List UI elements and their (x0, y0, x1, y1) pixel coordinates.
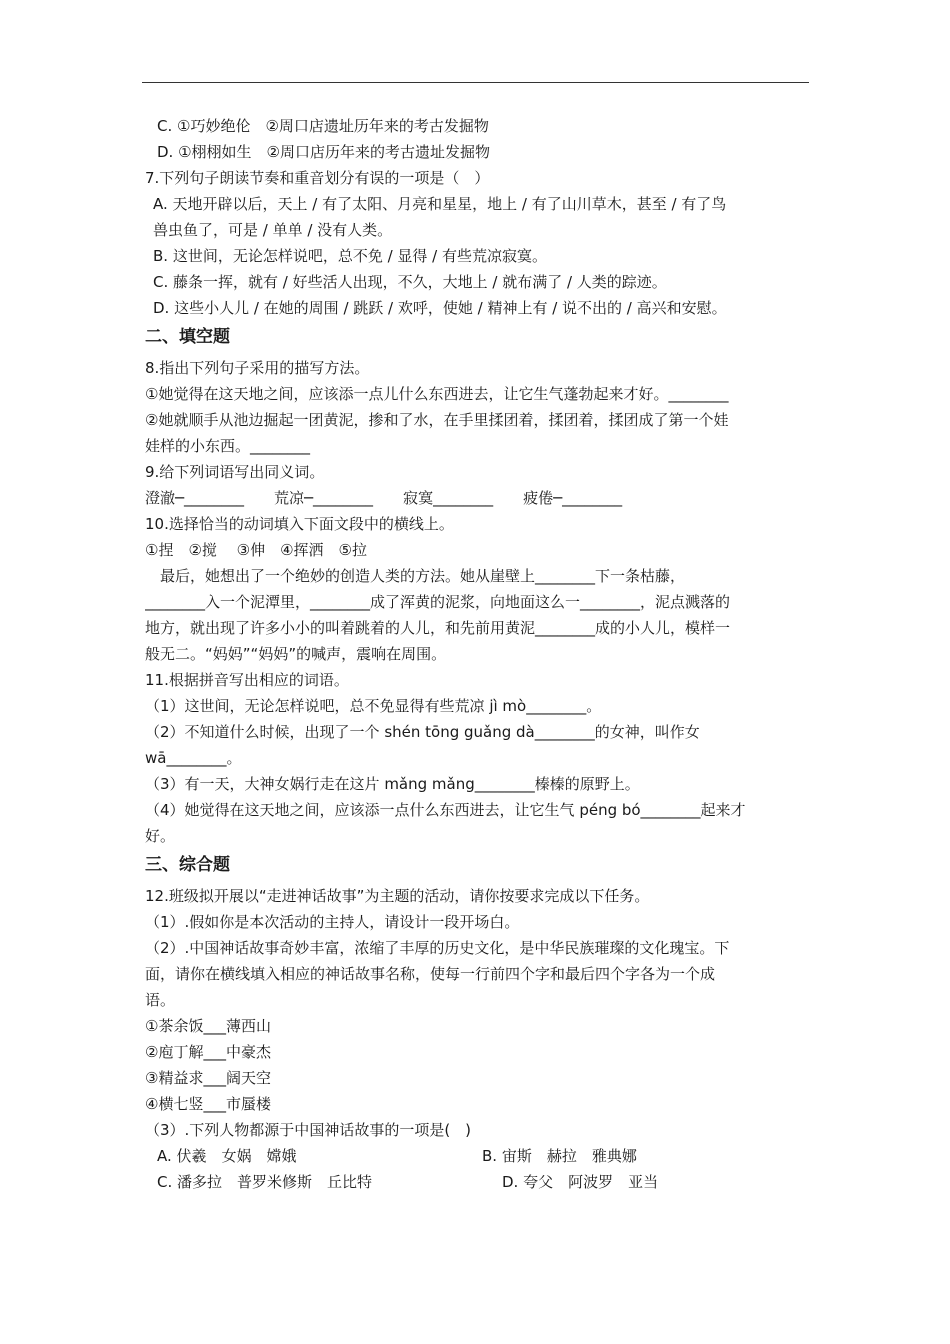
q12-stem: 12.班级拟开展以“走进神话故事”为主题的活动，请你按要求完成以下任务。 (145, 887, 650, 905)
q11-stem: 11.根据拼音写出相应的词语。 (145, 671, 349, 689)
q11-item-2-cont: wā________。 (145, 749, 242, 767)
document-body (145, 113, 807, 1195)
q9-stem: 9.给下列词语写出同义词。 (145, 463, 325, 481)
q11-item-4: （4）她觉得在这天地之间，应该添一点什么东西进去，让它生气 péng bó________起来才 (145, 801, 746, 819)
q12-idiom-2: ②庖丁解___中豪杰 (145, 1043, 271, 1061)
section-heading-fill-blank: 二、填空题 (145, 327, 230, 347)
q12-option-c: C. 潘多拉 普罗米修斯 丘比特 (157, 1173, 373, 1191)
q12-option-a: A. 伏羲 女娲 嫦娥 (157, 1147, 297, 1165)
q7-option-a-cont: 兽虫鱼了，可是 / 单单 / 没有人类。 (153, 221, 393, 239)
q12-idiom-4: ④横七竖___市蜃楼 (145, 1095, 271, 1113)
section-heading-comprehensive: 三、综合题 (145, 855, 230, 875)
q6-option-d: D. ①栩栩如生 ②周口店历年来的考古遗址发掘物 (157, 143, 490, 161)
q10-passage-2: ________入一个泥潭里，________成了浑黄的泥浆，向地面这么一________，泥点溅落的 (145, 593, 731, 611)
q11-item-1: （1）这世间，无论怎样说吧，总不免显得有些荒凉 jì mò________。 (145, 697, 602, 715)
q12-options-row-2 (145, 1169, 807, 1195)
q6-option-c: C. ①巧妙绝伦 ②周口店遗址历年来的考古发掘物 (157, 117, 489, 135)
q12-part-2-cont2: 语。 (145, 991, 176, 1009)
q12-idiom-1: ①茶余饭___薄西山 (145, 1017, 271, 1035)
header-rule (142, 82, 809, 83)
q8-item-1: ①她觉得在这天地之间，应该添一点儿什么东西进去，让它生气蓬勃起来才好。________ (145, 385, 729, 403)
q8-item-2-cont: 娃样的小东西。________ (145, 437, 311, 455)
q10-passage-3: 地方，就出现了许多小小的叫着跳着的人儿，和先前用黄泥________成的小人儿，模样一 (145, 619, 731, 637)
q9-words: 澄澈─________ 荒凉─________ 寂寞________ 疲倦─________ (145, 489, 623, 507)
q11-item-2: （2）不知道什么时候，出现了一个 shén tōng guǎng dà________的女神，叫作女 (145, 723, 700, 741)
q12-part-3: （3）.下列人物都源于中国神话故事的一项是( ) (145, 1121, 472, 1139)
q7-option-d: D. 这些小人儿 / 在她的周围 / 跳跃 / 欢呼，使她 / 精神上有 / 说不出的 / 高兴和安慰。 (153, 299, 727, 317)
q8-stem: 8.指出下列句子采用的描写方法。 (145, 359, 370, 377)
q12-part-2: （2）.中国神话故事奇妙丰富，浓缩了丰厚的历史文化，是中华民族璀璨的文化瑰宝。下 (145, 939, 730, 957)
q11-item-3: （3）有一天，大神女娲行走在这片 mǎng mǎng________榛榛的原野上。 (145, 775, 640, 793)
q11-item-4-cont: 好。 (145, 827, 176, 845)
q12-option-d: D. 夸父 阿波罗 亚当 (502, 1173, 659, 1191)
q7-option-c: C. 藤条一挥，就有 / 好些活人出现，不久，大地上 / 就布满了 / 人类的踪迹。 (153, 273, 667, 291)
q7-stem: 7.下列句子朗读节奏和重音划分有误的一项是（ ） (145, 169, 490, 187)
q7-option-a: A. 天地开辟以后，天上 / 有了太阳、月亮和星星，地上 / 有了山川草木，甚至 / 有了鸟 (153, 195, 727, 213)
q10-passage-1: 最后，她想出了一个绝妙的创造人类的方法。她从崖壁上________下一条枯藤， (145, 567, 686, 585)
q12-options-row-1 (145, 1143, 807, 1169)
q8-item-2: ②她就顺手从池边掘起一团黄泥，掺和了水，在手里揉团着，揉团着，揉团成了第一个娃 (145, 411, 729, 429)
q12-part-2-cont: 面，请你在横线填入相应的神话故事名称，使每一行前四个字和最后四个字各为一个成 (145, 965, 716, 983)
q12-option-b: B. 宙斯 赫拉 雅典娜 (482, 1147, 637, 1165)
q12-part-1: （1）.假如你是本次活动的主持人，请设计一段开场白。 (145, 913, 520, 931)
q12-idiom-3: ③精益求___阔天空 (145, 1069, 271, 1087)
q10-passage-4: 般无二。“妈妈”“妈妈”的喊声，震响在周围。 (145, 645, 447, 663)
q10-stem: 10.选择恰当的动词填入下面文段中的横线上。 (145, 515, 454, 533)
q10-verb-options: ①捏 ②搅 ③伸 ④挥洒 ⑤拉 (145, 541, 368, 559)
q7-option-b: B. 这世间，无论怎样说吧，总不免 / 显得 / 有些荒凉寂寞。 (153, 247, 548, 265)
